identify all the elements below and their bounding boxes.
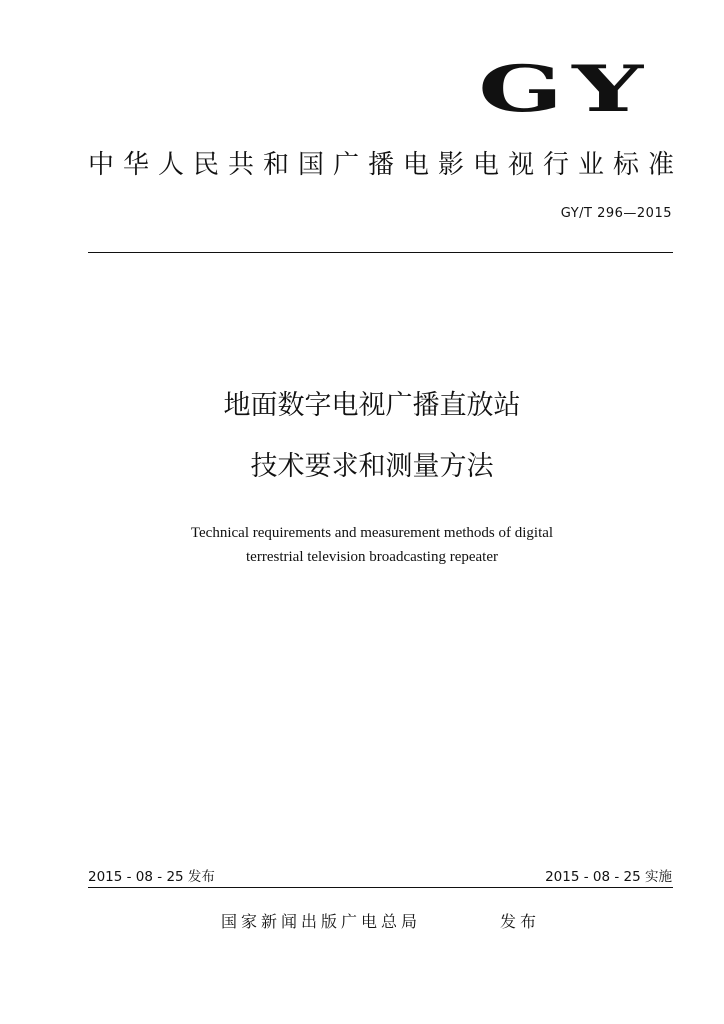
title-chinese-line-2: 技术要求和测量方法 (250, 451, 494, 482)
standard-number: GY/T 296—2015 (560, 206, 672, 221)
issuing-authority: 国家新闻出版广电总局 (221, 912, 422, 931)
title-english-line-1: Technical requirements and measurement methods of digital (190, 525, 554, 541)
implementation-date: 2015 - 08 - 25 实施 (545, 869, 672, 885)
standard-type-heading: 中华人民共和国广播电影电视行业标准 (88, 150, 684, 180)
title-chinese-line-1: 地面数字电视广播直放站 (223, 390, 521, 421)
title-english-line-2: terrestrial television broadcasting repeater (246, 549, 498, 565)
bottom-divider (88, 887, 673, 888)
issue-date: 2015 - 08 - 25 发布 (88, 869, 215, 885)
issued-label: 发布 (500, 912, 541, 931)
gy-logo: GY (477, 52, 652, 127)
top-divider (88, 252, 673, 253)
